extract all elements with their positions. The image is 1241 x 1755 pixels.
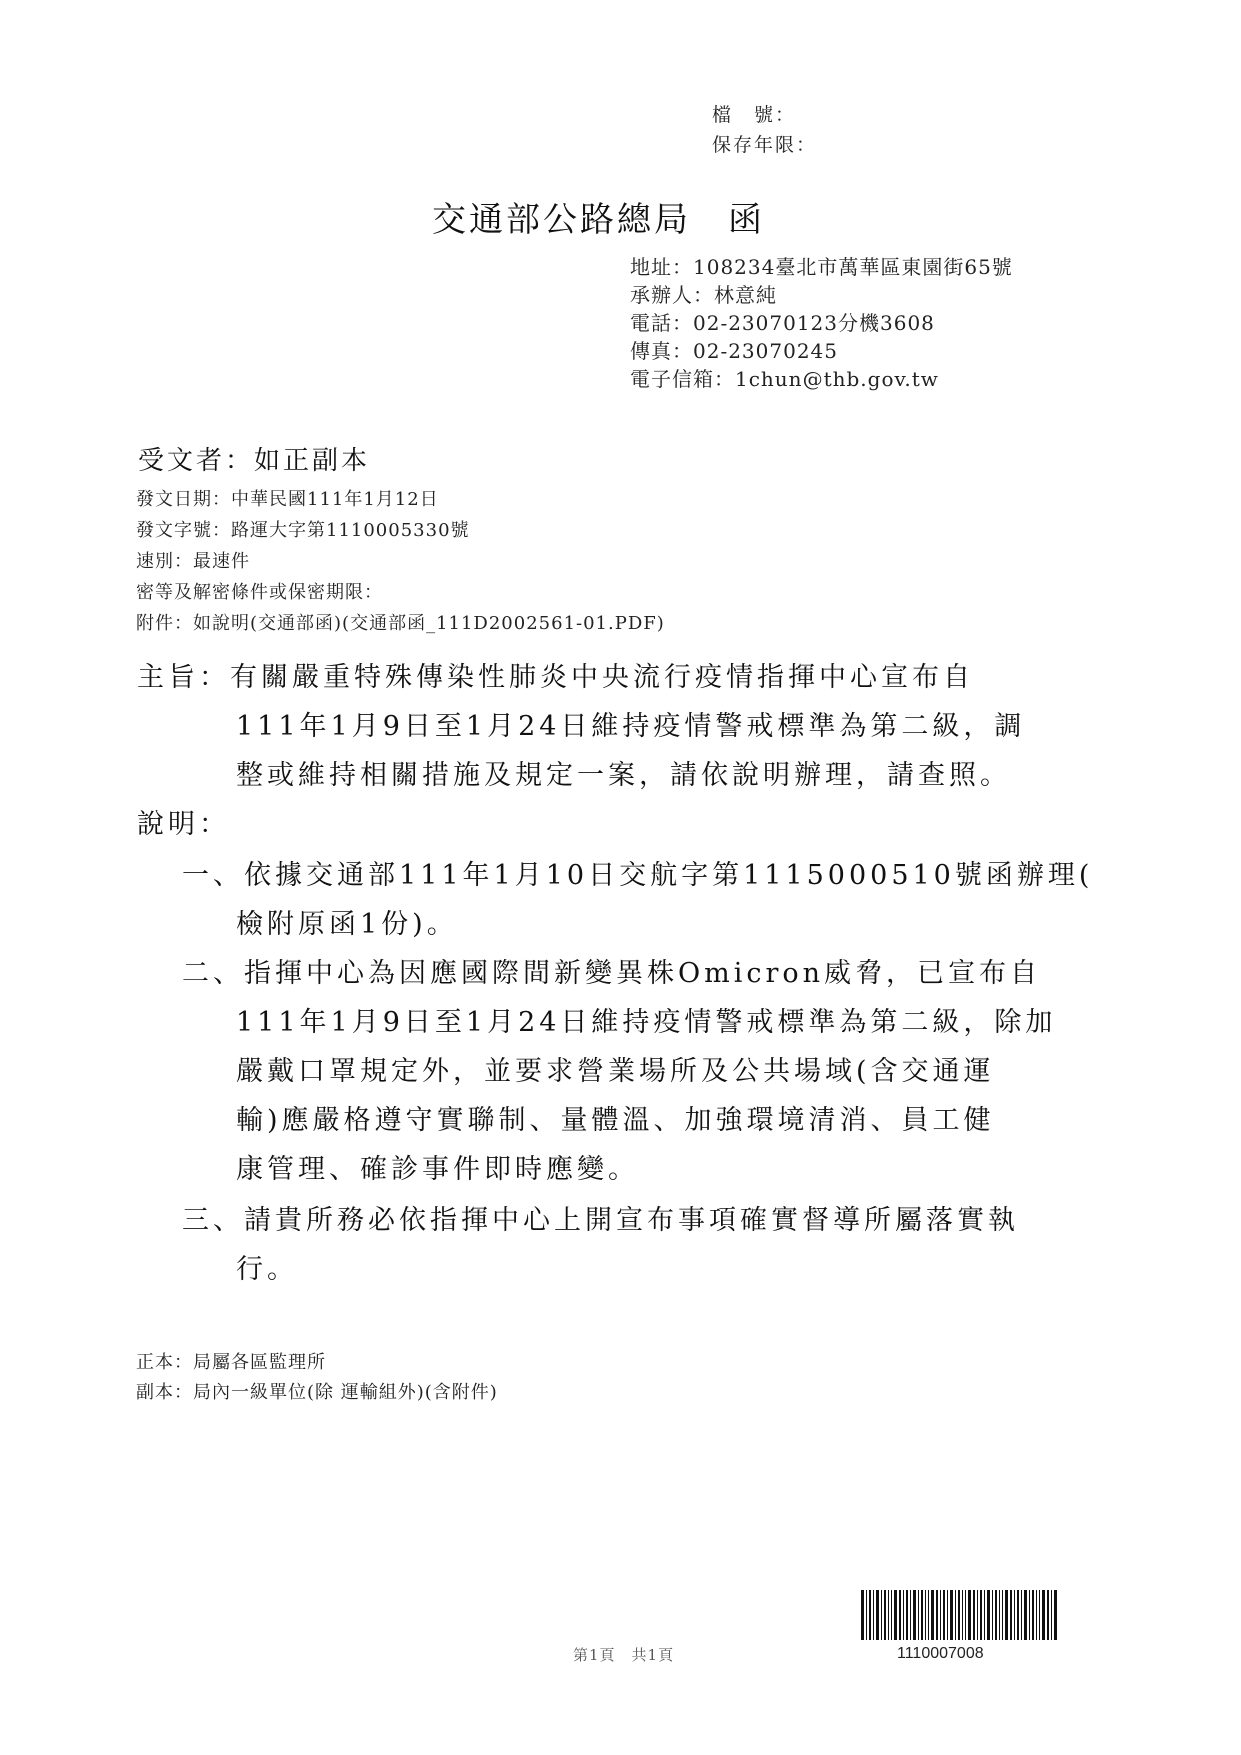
explanation-item-3-line-2: 行。	[236, 1254, 298, 1285]
explanation-item-2-line-4: 輸)應嚴格遵守實聯制、量體溫、加強環境清消、員工健	[236, 1105, 995, 1136]
page-number: 第1頁 共1頁	[573, 1646, 675, 1664]
retention-period-label: 保存年限：	[712, 134, 818, 156]
original-recipients: 正本：局屬各區監理所	[136, 1352, 326, 1373]
barcode	[861, 1590, 1058, 1640]
explanation-item-3-line-1: 三、請貴所務必依指揮中心上開宣布事項確實督導所屬落實執	[182, 1205, 1019, 1236]
file-number-label: 檔 號：	[712, 104, 797, 126]
subject-line-2: 111年1月9日至1月24日維持疫情警戒標準為第二級，調	[236, 711, 1026, 742]
contact-email: 電子信箱：1chun@thb.gov.tw	[630, 367, 939, 391]
barcode-number: 1110007008	[897, 1645, 984, 1662]
explanation-item-2-line-2: 111年1月9日至1月24日維持疫情警戒標準為第二級，除加	[236, 1007, 1057, 1038]
dispatch-speed: 速別：最速件	[136, 551, 250, 572]
document-title: 交通部公路總局 函	[432, 200, 765, 240]
explanation-item-2-line-1: 二、指揮中心為因應國際間新變異株Omicron威脅，已宣布自	[182, 958, 1042, 989]
explanation-item-1-line-1: 一、依據交通部111年1月10日交航字第1115000510號函辦理(	[182, 860, 1094, 891]
explanation-item-2-line-5: 康管理、確診事件即時應變。	[236, 1154, 639, 1185]
subject-line-1: 主旨：有關嚴重特殊傳染性肺炎中央流行疫情指揮中心宣布自	[137, 662, 974, 693]
copy-recipients: 副本：局內一級單位(除 運輸組外)(含附件)	[136, 1382, 498, 1403]
attachment-line: 附件：如說明(交通部函)(交通部函_111D2002561-01.PDF)	[136, 613, 665, 634]
explanation-item-2-line-3: 嚴戴口罩規定外，並要求營業場所及公共場域(含交通運	[236, 1056, 995, 1087]
explanation-heading: 說明：	[137, 809, 230, 840]
contact-handler: 承辦人：林意純	[630, 283, 777, 307]
dispatch-date: 發文日期：中華民國111年1月12日	[136, 489, 439, 510]
recipient-line: 受文者：如正副本	[138, 446, 371, 476]
secrecy-level: 密等及解密條件或保密期限：	[136, 582, 383, 603]
contact-address: 地址：108234臺北市萬華區東園街65號	[630, 255, 1013, 279]
explanation-item-1-line-2: 檢附原函1份)。	[236, 909, 458, 940]
contact-phone: 電話：02-23070123分機3608	[630, 311, 935, 335]
contact-fax: 傳真：02-23070245	[630, 339, 839, 363]
subject-line-3: 整或維持相關措施及規定一案，請依說明辦理，請查照。	[236, 760, 1011, 791]
dispatch-number: 發文字號：路運大字第1110005330號	[136, 520, 470, 541]
